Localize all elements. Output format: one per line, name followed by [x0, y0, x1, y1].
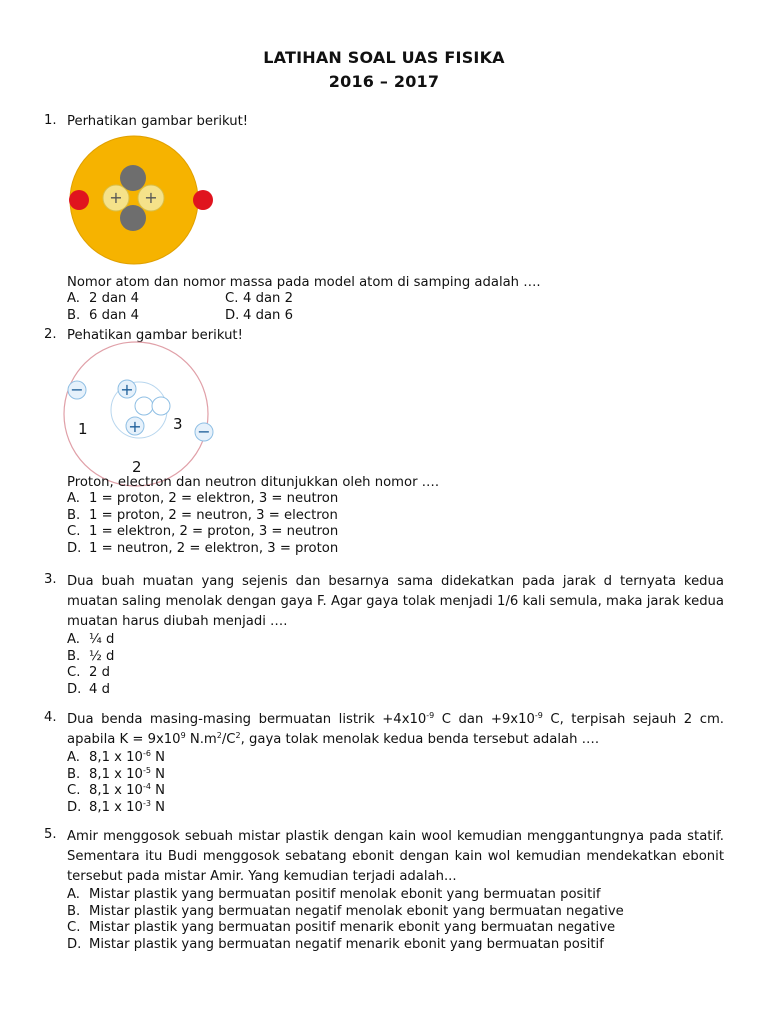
option-a: A. Mistar plastik yang bermuatan positif menolak ebonit yang bermuatan positif [67, 887, 601, 902]
option-c: C. Mistar plastik yang bermuatan positif menarik ebonit yang bermuatan negative [67, 920, 616, 936]
option-d: D. 1 = neutron, 2 = elektron, 3 = proton [67, 540, 339, 556]
plus-sign-bottom: + [128, 417, 142, 436]
question-text: Amir menggosok sebuah mistar plastik dengan kain wool kemudian menggantungnya pada statif. Sementara itu Budi menggosok sebatang ebonit dengan kain wol kemudian mendekatkan ebonit tersebut pada mistar Amir. Yang kemudian terjadi adalah... [67, 829, 724, 884]
atom-shell [70, 136, 198, 264]
option-b: B. ½ d [67, 648, 115, 664]
minus-sign-right: − [197, 422, 211, 441]
question-prompt: Perhatikan gambar berikut! [67, 114, 249, 129]
option-d: D. Mistar plastik yang bermuatan negatif menarik ebonit yang bermuatan positif [67, 936, 604, 952]
option-a: 2 dan 4 [89, 291, 139, 306]
option-c: C. 8,1 x $10^{-4}$ N [67, 782, 165, 799]
question-number: 1. [44, 113, 57, 128]
question-2-text-block [44, 474, 724, 557]
option-letter: D. [225, 307, 240, 323]
question-text: Proton, electron dan neutron ditunjukkan oleh nomor …. [67, 475, 440, 490]
option-d: D. 8,1 x $10^{-3}$ N [67, 798, 165, 815]
option-a: A. ¼ d [67, 632, 115, 647]
nucleus-particle-3 [152, 397, 170, 415]
nucleus-particle [135, 397, 153, 415]
atom-model-figure [67, 132, 227, 268]
question-3 [44, 572, 724, 698]
option-letter: B. [67, 307, 81, 323]
option-letter: C. [225, 291, 239, 306]
option-d: 4 dan 6 [243, 307, 293, 323]
option-a: A. 8,1 x $10^{-6}$ N [67, 749, 165, 765]
question-5 [44, 827, 724, 953]
option-b: 6 dan 4 [89, 307, 139, 323]
minus-sign-left: − [70, 380, 84, 399]
label-3: 3 [173, 415, 183, 433]
plus-sign-top: + [120, 380, 134, 399]
option-c: C. 2 d [67, 665, 110, 681]
option-b: B. 1 = proton, 2 = neutron, 3 = electron [67, 507, 338, 523]
question-number: 3. [44, 572, 57, 587]
question-prompt: Pehatikan gambar berikut! [67, 328, 243, 343]
page-subtitle-year: 2016 – 2017 [328, 72, 440, 91]
question-number: 2. [44, 327, 57, 342]
option-row [67, 308, 724, 325]
atom-diagram-figure [44, 344, 211, 476]
electron-left [69, 190, 89, 210]
question-text: Nomor atom dan nomor massa pada model atom di samping adalah …. [67, 275, 541, 290]
question-4 [44, 710, 724, 816]
proton-right-sign: + [144, 188, 158, 207]
page-title: LATIHAN SOAL UAS FISIKA [263, 48, 505, 67]
question-text: Dua buah muatan yang sejenis dan besarnya sama didekatkan pada jarak d ternyata kedua muatan saling menolak dengan gaya F. Agar gaya tolak menjadi 1/6 kali semula, maka jarak kedua muatan harus diubah menjadi …. [67, 574, 724, 629]
option-c: 4 dan 2 [243, 291, 293, 306]
question-2 [44, 327, 724, 476]
label-1: 1 [78, 420, 88, 438]
option-b: B. Mistar plastik yang bermuatan negatif menolak ebonit yang bermuatan negative [67, 903, 624, 919]
label-2: 2 [132, 458, 142, 476]
electron-right [193, 190, 213, 210]
question-number: 5. [44, 827, 57, 842]
option-a: A. 1 = proton, 2 = elektron, 3 = neutron [67, 491, 339, 506]
option-d: D. 4 d [67, 681, 110, 697]
proton-left-sign: + [109, 188, 123, 207]
question-text: Dua benda masing-masing bermuatan listrik $+4x10^{-9}$ C dan $+9x10^{-9}$ C, terpisah sejauh 2 cm. apabila $K = 9x10^9$ $N.m^2/C^2$, gaya tolak menolak kedua benda tersebut adalah …. [67, 711, 724, 747]
option-row [67, 291, 724, 308]
question-1 [44, 113, 724, 324]
option-c: C. 1 = elektron, 2 = proton, 3 = neutron [67, 524, 339, 540]
option-b: B. 8,1 x $10^{-5}$ N [67, 765, 165, 782]
question-number: 4. [44, 710, 57, 725]
option-letter: A. [67, 291, 80, 306]
